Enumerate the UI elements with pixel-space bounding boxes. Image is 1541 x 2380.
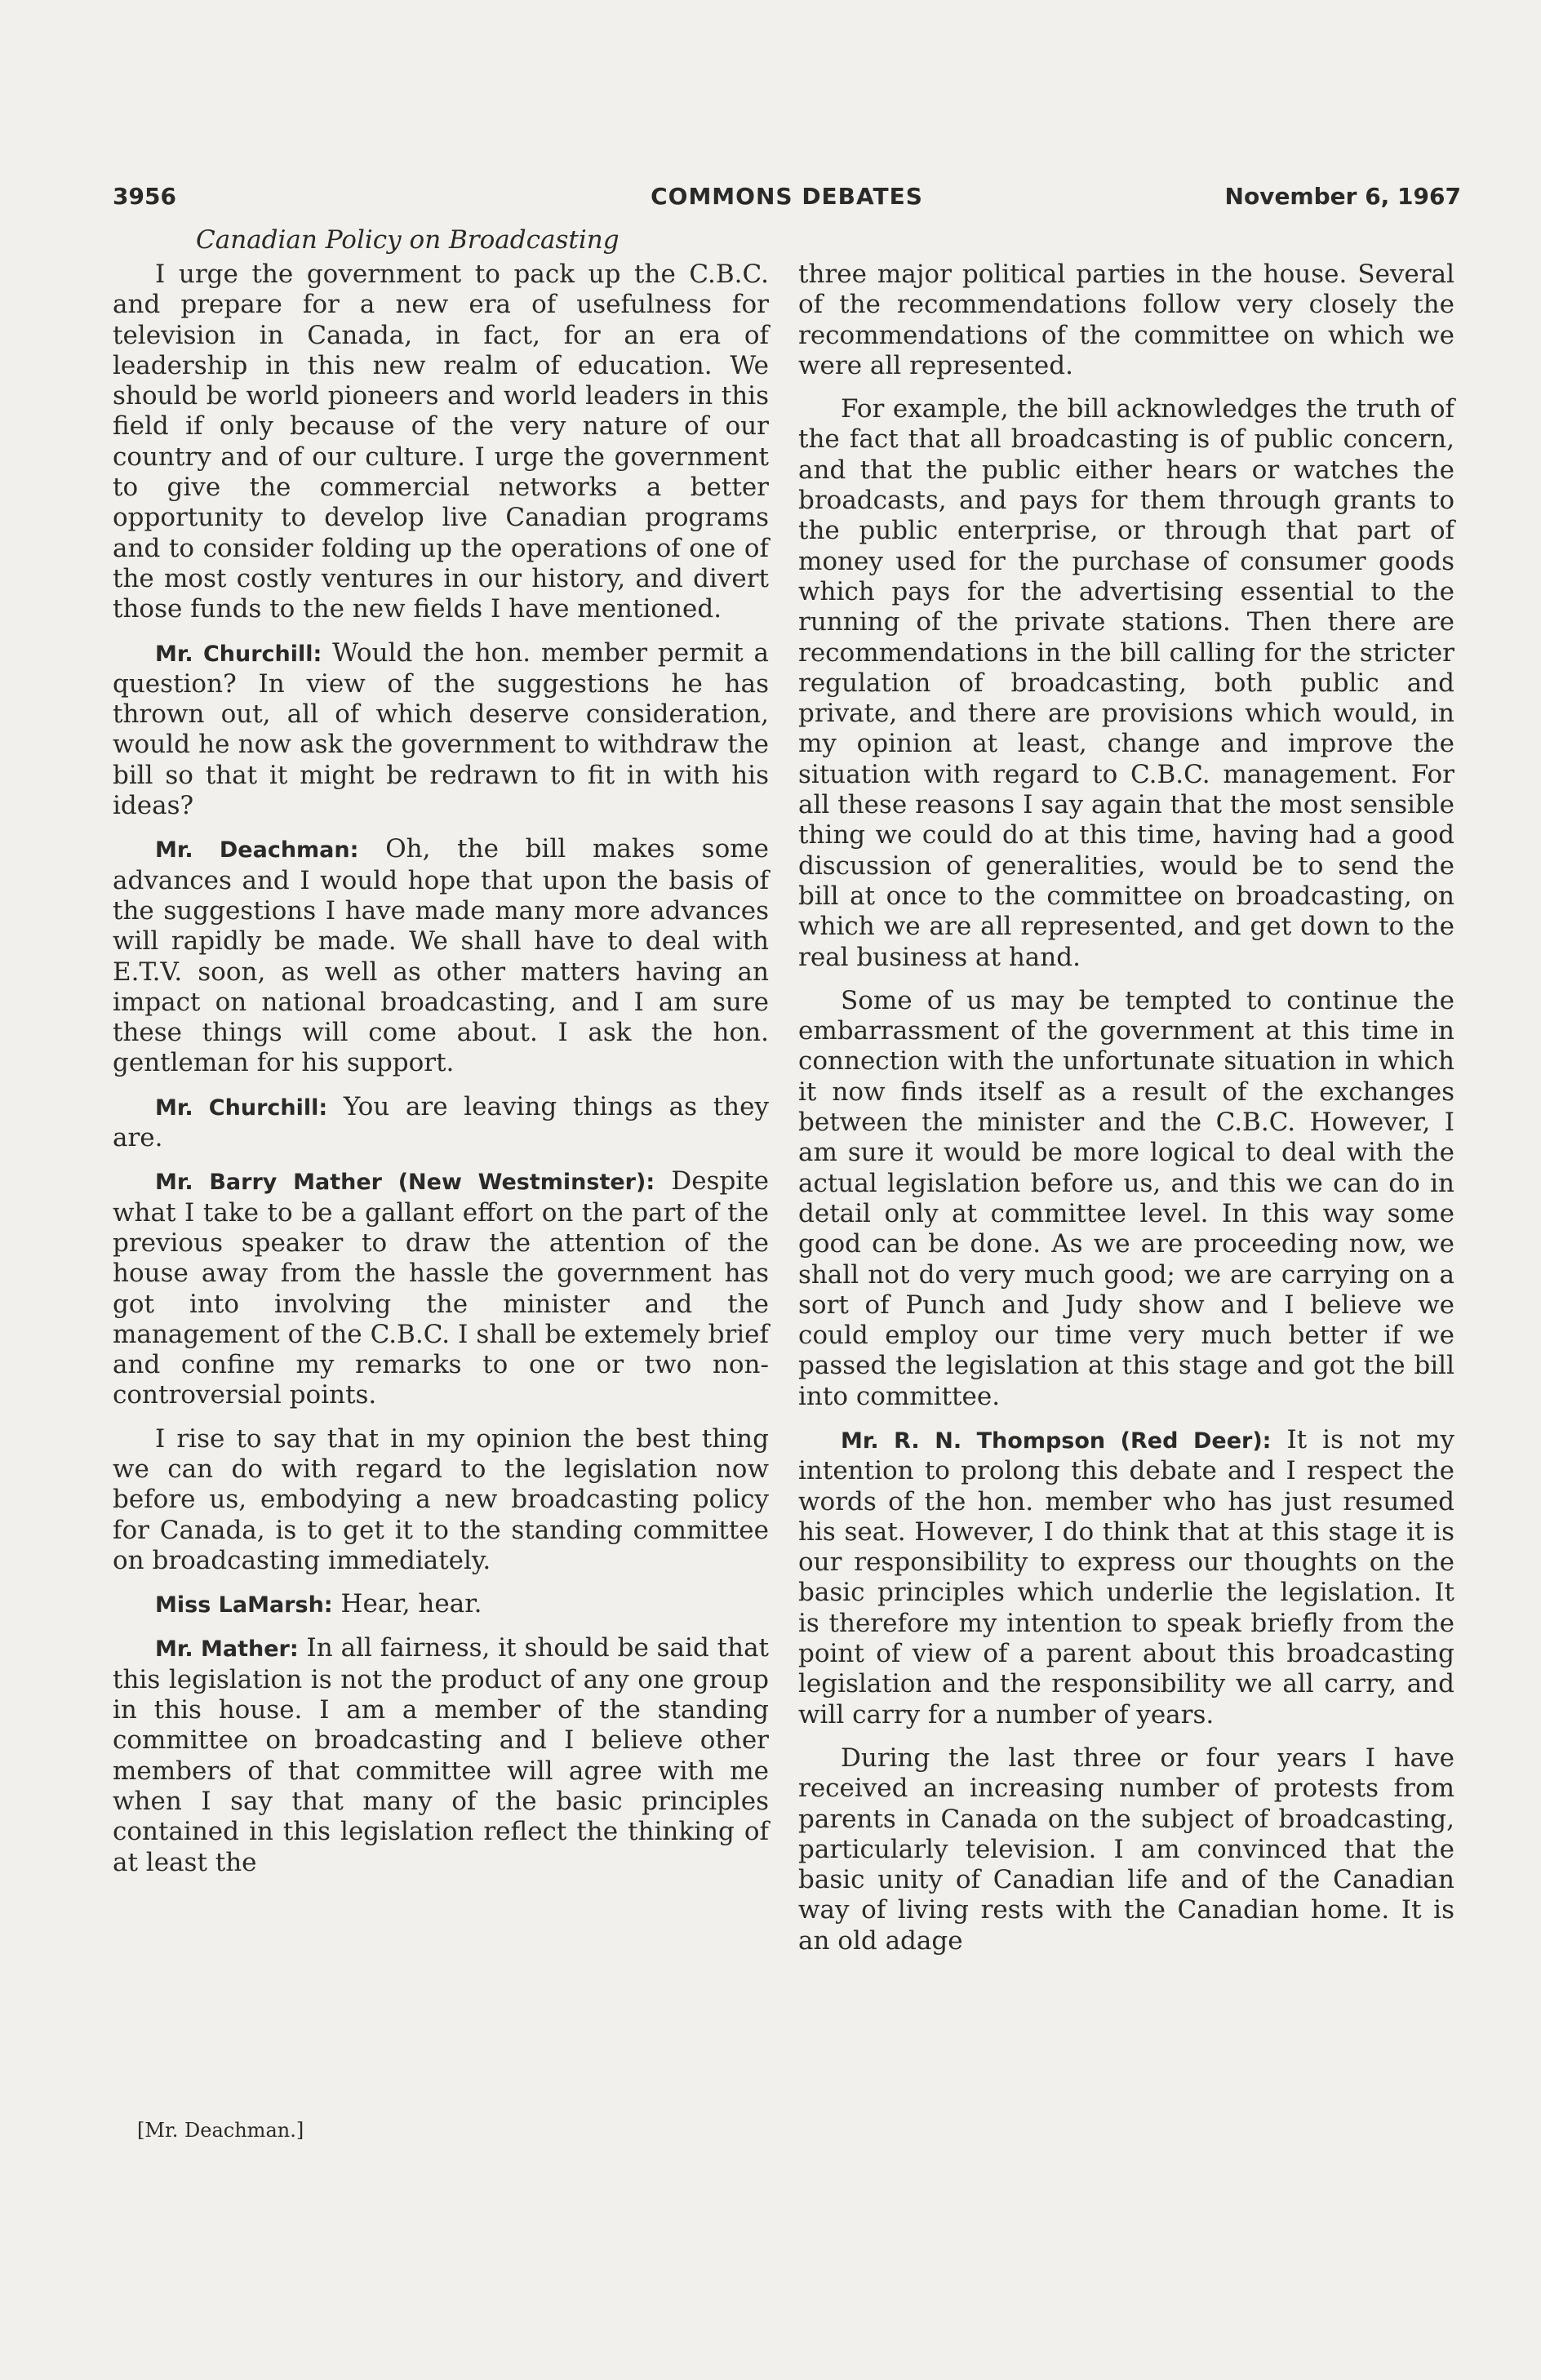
paragraph-text: I rise to say that in my opinion the best thing we can do with regard to the legislation now before us, embodying a new broadcasting policy for Canada, is to get it to the standing committee on broadcasting immediately. (113, 1423, 769, 1575)
paragraph (798, 1425, 1454, 1730)
paragraph (113, 260, 769, 625)
paragraph (798, 394, 1454, 973)
paragraph (113, 1633, 769, 1877)
paragraph (113, 1092, 769, 1154)
paragraph-text: Some of us may be tempted to continue the embarrassment of the government at this time in connection with the unfortunate situation in which it now finds itself as a result of the exchanges between the minister and the C.B.C. However, I am sure it would be more logical to deal with the actual legislation before us, and this we can do in detail only at committee level. In this way some good can be done. As we are proceeding now, we shall not do very much good; we are carrying on a sort of Punch and Judy show and I believe we could employ our time very much better if we passed the legislation at this stage and got the bill into committee. (798, 985, 1454, 1411)
paragraph (113, 1166, 769, 1410)
paragraph-text: three major political parties in the house. Several of the recommendations follow very closely the recommendations of the committee on which we were all represented. (798, 260, 1454, 380)
paragraph (798, 1743, 1454, 1956)
speaker-name: Mr. Churchill: (155, 1095, 328, 1121)
speaker-name: Mr. Churchill: (155, 641, 322, 667)
page-number: 3956 (113, 183, 176, 210)
publication-date: November 6, 1967 (1224, 183, 1461, 210)
paragraph-text: It is not my intention to prolong this debate and I respect the words of the hon. member who has just resumed his seat. However, I do think that at this stage it is our responsibility to express our thoughts on the basic principles which underlie the legislation. It is therefore my intention to speak briefly from the point of view of a parent about this broadcasting legislation and the responsibility we all carry, and will carry for a number of years. (798, 1424, 1454, 1729)
paragraph-text: For example, the bill acknowledges the truth of the fact that all broadcasting is of public concern, and that the public either hears or watches the broadcasts, and pays for them through grants to the public enterprise, or through that part of money used for the purchase of consumer goods which pays for the advertising essential to the running of the private stations. Then there are recommendations in the bill calling for the stricter regulation of broadcasting, both public and private, and there are provisions which would, in my opinion at least, change and improve the situation with regard to C.B.C. management. For all these reasons I say again that the most sensible thing we could do at this time, having had a good discussion of generalities, would be to send the bill at once to the committee on broadcasting, on which we are all represented, and get down to the real business at hand. (798, 394, 1454, 972)
speaker-name: Mr. R. N. Thompson (Red Deer): (841, 1428, 1272, 1454)
publication-title: COMMONS DEBATES (651, 183, 923, 210)
page-header (113, 183, 1461, 215)
paragraph (113, 834, 769, 1078)
paragraph (113, 1424, 769, 1576)
speaker-name: Miss LaMarsh: (155, 1592, 333, 1618)
paragraph-text: Oh, the bill makes some advances and I would hope that upon the basis of the suggestions I have made many more advances will rapidly be made. We shall have to deal with E.T.V. soon, as well as other matters having an impact on national broadcasting, and I am sure these things will come about. I ask the hon. gentleman for his support. (113, 834, 769, 1078)
footer-speaker-reference: [Mr. Deachman.] (137, 2119, 304, 2142)
paragraph-text: Would the hon. member permit a question? In view of the suggestions he has thrown out, all of which deserve consideration, would he now ask the government to withdraw the bill so that it might be redrawn to fit in with his ideas? (113, 637, 770, 821)
paragraph-text: Hear, hear. (340, 1589, 482, 1619)
paragraph-text: Despite what I take to be a gallant effort on the part of the previous speaker to draw the attention of the house away from the hassle the government has got into involving the minister and the management of the C.B.C. I shall be extemely brief and confine my remarks to one or two non-controversial points. (113, 1166, 770, 1410)
speaker-name: Mr. Barry Mather (New Westminster): (155, 1170, 655, 1196)
speaker-name: Mr. Deachman: (155, 837, 359, 864)
paragraph (798, 986, 1454, 1412)
left-column (113, 260, 769, 1891)
paragraph-text: I urge the government to pack up the C.B.C. and prepare for a new era of usefulness for television in Canada, in fact, for an era of leadership in this new realm of education. We should be world pioneers and world leaders in this field if only because of the very nature of our country and of our culture. I urge the government to give the commercial networks a better opportunity to develop live Canadian programs and to consider folding up the operations of one of the most costly ventures in our history, and divert those funds to the new fields I have mentioned. (113, 260, 769, 624)
paragraph (798, 260, 1454, 381)
speaker-name: Mr. Mather: (155, 1636, 299, 1663)
paragraph-text: You are leaving things as they are. (113, 1091, 770, 1153)
right-column (798, 260, 1454, 1969)
paragraph (113, 638, 769, 822)
paragraph-text: In all fairness, it should be said that this legislation is not the product of any one group in this house. I am a member of the standing committee on broadcasting and I believe other members of that committee will agree with me when I say that many of the basic principles contained in this legislation reflect the thinking of at least the (113, 1633, 770, 1877)
paragraph-text: During the last three or four years I have received an increasing number of protests from parents in Canada on the subject of broadcasting, particularly television. I am convinced that the basic unity of Canadian life and of the Canadian way of living rests with the Canadian home. It is an old adage (798, 1743, 1454, 1956)
section-subheading: Canadian Policy on Broadcasting (196, 225, 620, 255)
paragraph (113, 1589, 769, 1620)
